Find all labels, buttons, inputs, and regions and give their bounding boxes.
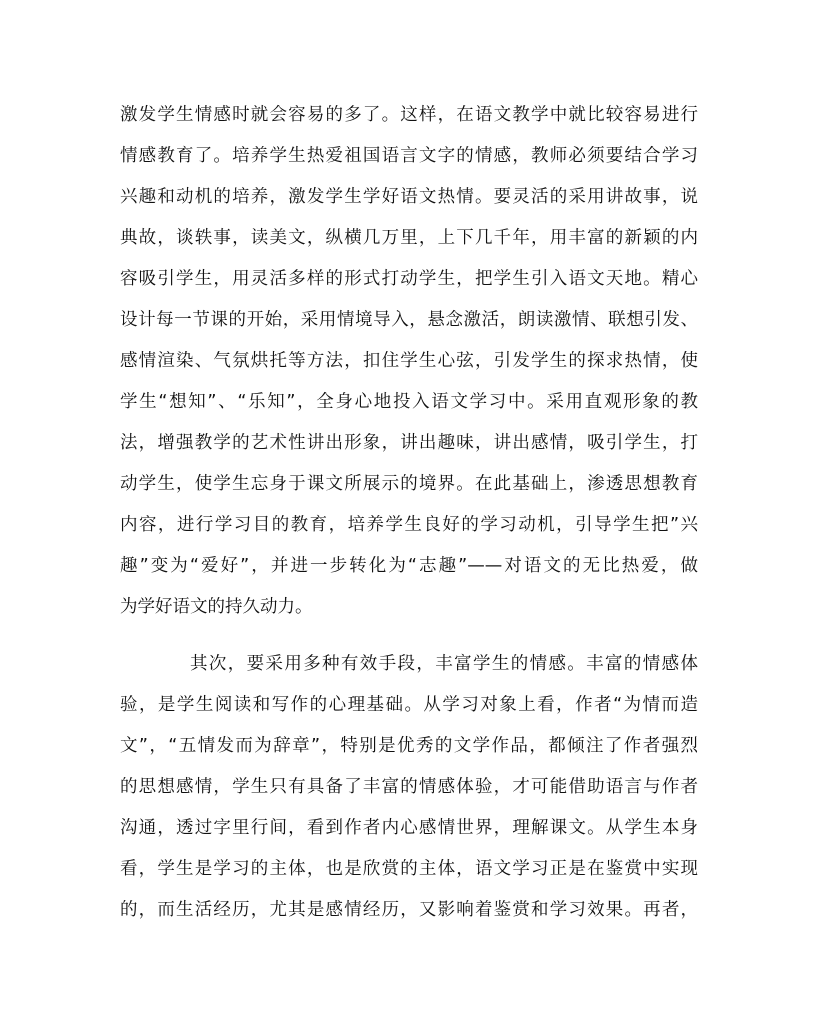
text-line: 文”，“五情发而为辞章”，特别是优秀的文学作品，都倾注了作者强烈 — [120, 736, 698, 756]
text-line: 典故，谈轶事，读美文，纵横几万里，上下几千年，用丰富的新颖的内 — [120, 228, 698, 248]
text-line: 看，学生是学习的主体，也是欣赏的主体，语文学习正是在鉴赏中实现 — [120, 859, 698, 879]
text-line: 感情渲染、气氛烘托等方法，扣住学生心弦，引发学生的探求热情，使 — [120, 351, 698, 371]
text-line: 情感教育了。培养学生热爱祖国语言文字的情感，教师必须要结合学习 — [120, 146, 698, 166]
document-body — [120, 95, 698, 931]
text-line: 其次，要采用多种有效手段，丰富学生的情感。丰富的情感体 — [190, 654, 698, 674]
text-line: 的思想感情，学生只有具备了丰富的情感体验，才可能借助语言与作者 — [120, 777, 698, 797]
text-line: 容吸引学生，用灵活多样的形式打动学生，把学生引入语文天地。精心 — [120, 269, 698, 289]
text-line: 验，是学生阅读和写作的心理基础。从学习对象上看，作者“为情而造 — [120, 695, 698, 715]
text-line: 兴趣和动机的培养，激发学生学好语文热情。要灵活的采用讲故事，说 — [120, 187, 698, 207]
text-line: 法，增强教学的艺术性讲出形象，讲出趣味，讲出感情，吸引学生，打 — [120, 433, 698, 453]
text-line: 设计每一节课的开始，采用情境导入，悬念激活，朗读激情、联想引发、 — [120, 310, 698, 330]
text-line: 沟通，透过字里行间，看到作者内心感情世界，理解课文。从学生本身 — [120, 818, 698, 838]
text-line: 学生“想知”、“乐知”，全身心地投入语文学习中。采用直观形象的教 — [120, 392, 698, 412]
paragraph-2 — [120, 644, 698, 931]
paragraph-spacer — [120, 628, 698, 644]
text-line: 的，而生活经历，尤其是感情经历，又影响着鉴赏和学习效果。再者， — [120, 900, 698, 920]
text-line: 内容，进行学习目的教育，培养学生良好的学习动机，引导学生把”兴 — [120, 515, 698, 535]
text-line: 为学好语文的持久动力。 — [120, 597, 313, 617]
text-line: 趣”变为“爱好”，并进一步转化为“志趣”——对语文的无比热爱，做 — [120, 556, 698, 576]
paragraph-1 — [120, 95, 698, 628]
text-line: 激发学生情感时就会容易的多了。这样，在语文教学中就比较容易进行 — [120, 105, 698, 125]
text-line: 动学生，使学生忘身于课文所展示的境界。在此基础上，渗透思想教育 — [120, 474, 698, 494]
